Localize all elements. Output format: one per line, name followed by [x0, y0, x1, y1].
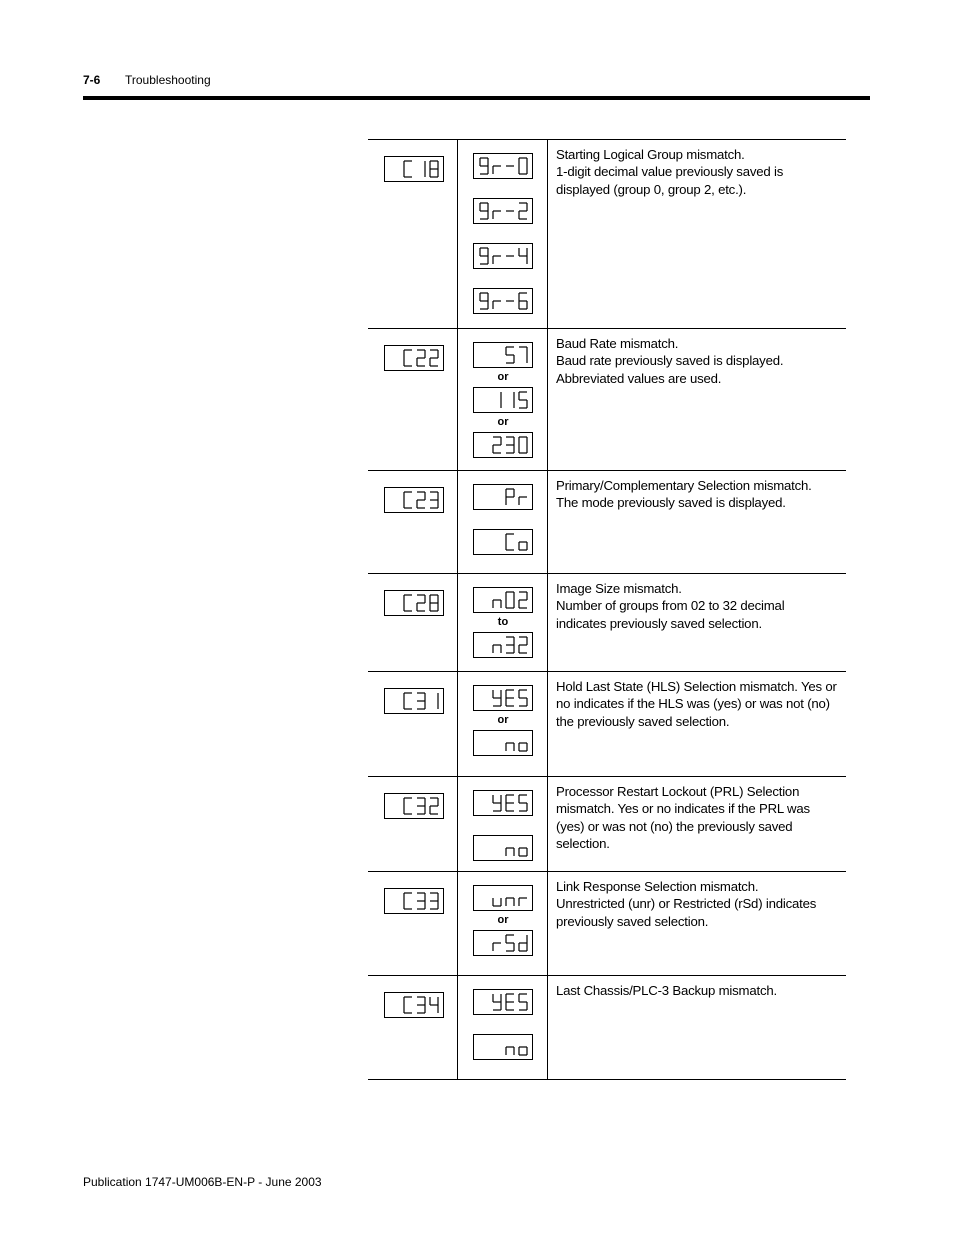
description-line: Image Size mismatch. [556, 581, 682, 596]
code-cell [368, 329, 458, 471]
saved-value-display [473, 243, 533, 269]
saved-value-cell [458, 777, 548, 872]
saved-value-display [473, 790, 533, 816]
description-line: 1-digit decimal value previously saved is displayed (group 0, group 2, etc.). [556, 164, 784, 197]
section-title: Troubleshooting [125, 73, 211, 87]
connector-label: to [497, 616, 509, 628]
saved-value-display [473, 632, 533, 658]
saved-value-display [473, 835, 533, 861]
connector-label: or [497, 714, 509, 726]
saved-value-display [473, 387, 533, 413]
description-line: Baud Rate mismatch. [556, 336, 679, 351]
description-cell [548, 672, 847, 777]
saved-value-display [473, 930, 533, 956]
description-line: Unrestricted (unr) or Restricted (rSd) indicates previously saved selection. [556, 896, 817, 929]
saved-value-display [473, 885, 533, 911]
saved-value-cell [458, 976, 548, 1080]
description-line: The mode previously saved is displayed. [556, 495, 786, 511]
saved-value-display [473, 288, 533, 314]
table-row [368, 777, 846, 872]
page-header [83, 73, 211, 87]
saved-value-display [473, 529, 533, 555]
description-cell [548, 471, 847, 574]
table-row [368, 872, 846, 976]
description-cell [548, 777, 847, 872]
code-cell [368, 672, 458, 777]
code-cell [368, 574, 458, 672]
table-row [368, 574, 846, 672]
description-line: Link Response Selection mismatch. [556, 879, 759, 894]
description-cell [548, 872, 847, 976]
description-cell [548, 329, 847, 471]
saved-value-display [473, 198, 533, 224]
description-line: Hold Last State (HLS) Selection mismatch. Yes or no indicates if the HLS was (yes) or was not (no) the previously saved selection. [556, 679, 837, 729]
error-code-display [384, 688, 444, 714]
table-row [368, 976, 846, 1080]
error-code-table [368, 139, 846, 1080]
saved-value-display [473, 587, 533, 613]
header-rule [83, 96, 870, 100]
code-cell [368, 140, 458, 329]
error-code-display [384, 793, 444, 819]
saved-value-cell [458, 471, 548, 574]
code-cell [368, 777, 458, 872]
saved-value-display [473, 432, 533, 458]
saved-value-cell [458, 872, 548, 976]
code-cell [368, 471, 458, 574]
description-cell [548, 140, 847, 329]
saved-value-display [473, 730, 533, 756]
description-line: Number of groups from 02 to 32 decimal indicates previously saved selection. [556, 598, 785, 631]
publication-footer: Publication 1747-UM006B-EN-P - June 2003 [83, 1175, 322, 1189]
code-cell [368, 976, 458, 1080]
description-line: Baud rate previously saved is displayed. [556, 353, 784, 369]
code-cell [368, 872, 458, 976]
saved-value-display [473, 342, 533, 368]
description-line: Starting Logical Group mismatch. [556, 147, 745, 162]
table-row [368, 140, 846, 329]
saved-value-display [473, 989, 533, 1015]
saved-value-display [473, 153, 533, 179]
saved-value-cell [458, 329, 548, 471]
description-line: Last Chassis/PLC-3 Backup mismatch. [556, 983, 777, 998]
description-line: Primary/Complementary Selection mismatch. [556, 478, 812, 493]
saved-value-cell [458, 140, 548, 329]
error-code-display [384, 345, 444, 371]
connector-label: or [497, 416, 509, 428]
saved-value-display [473, 1034, 533, 1060]
saved-value-display [473, 484, 533, 510]
description-cell [548, 976, 847, 1080]
saved-value-cell [458, 672, 548, 777]
error-code-display [384, 888, 444, 914]
table-row [368, 471, 846, 574]
error-code-display [384, 487, 444, 513]
connector-label: or [497, 371, 509, 383]
error-code-display [384, 156, 444, 182]
error-code-display [384, 992, 444, 1018]
table-row [368, 672, 846, 777]
connector-label: or [497, 914, 509, 926]
error-code-display [384, 590, 444, 616]
description-cell [548, 574, 847, 672]
page-number: 7-6 [83, 73, 101, 87]
saved-value-display [473, 685, 533, 711]
description-line: Processor Restart Lockout (PRL) Selection mismatch. Yes or no indicates if the PRL was (yes) or was not (no) the previously saved selection. [556, 784, 810, 851]
table-row [368, 329, 846, 471]
saved-value-cell [458, 574, 548, 672]
description-line: Abbreviated values are used. [556, 370, 722, 386]
